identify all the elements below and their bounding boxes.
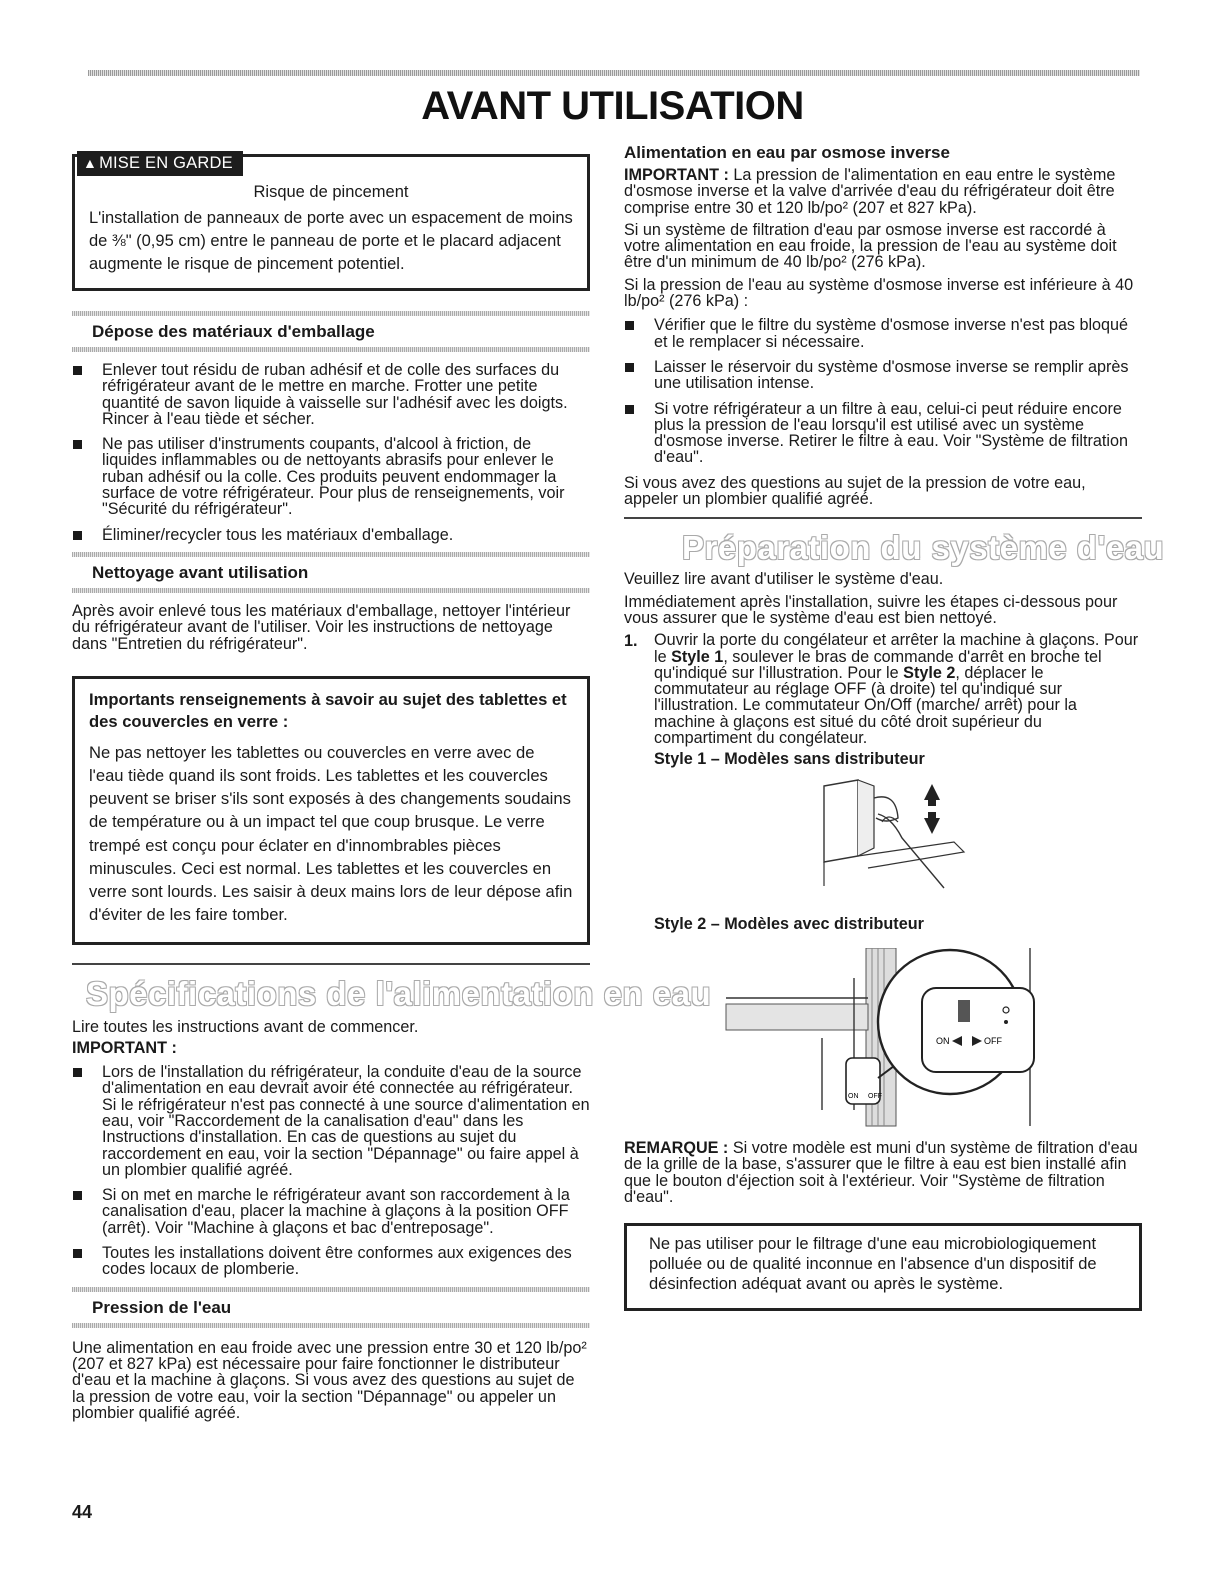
specs-heading: Spécifications de l'alimentation en eau xyxy=(86,975,712,1013)
list-item xyxy=(72,1187,590,1236)
section-rule xyxy=(72,963,590,965)
list-item xyxy=(72,527,590,543)
bullet-square-icon xyxy=(73,1068,82,1077)
specs-list xyxy=(72,1064,590,1278)
warning-text: L'installation de panneaux de porte avec un espacement de moins de ⅜" (0,95 cm) entre le panneau de porte et le placard adjacent augmente le risque de pincement potentiel. xyxy=(89,209,573,273)
style2-illustration xyxy=(646,948,1066,1128)
specs-intro: Lire toutes les instructions avant de commencer. xyxy=(72,1018,419,1037)
list-item xyxy=(72,436,590,517)
list-item-text: Éliminer/recycler tous les matériaux d'emballage. xyxy=(102,525,454,544)
list-item-text: Laisser le réservoir du système d'osmose inverse se remplir après une utilisation intense. xyxy=(654,357,1129,393)
arrow-stem xyxy=(928,812,936,818)
warning-triangle-icon: ▲ xyxy=(83,155,98,171)
remarque-label: REMARQUE : xyxy=(624,1138,729,1157)
step-text-part: , soulever le bras de commande d'arrêt en broche tel qu'indiqué sur l'illustration. Pour le xyxy=(654,647,1102,682)
ice-switch-detail xyxy=(922,988,1034,1072)
step-text-part: , déplacer le commutateur au réglage OFF (à droite) tel qu'indiqué sur l'illustration. Le commutateur On/Off (marche/ arrêt) pour la machine à glaçons est situé du côté droit supérieur du compartiment du congélateur. xyxy=(654,663,1077,748)
osmose-paragraph: Si la pression de l'eau au système d'osmose inverse est inférieure à 40 lb/po² (276 kPa) : xyxy=(624,275,1134,311)
switch-off-label-small: OFF xyxy=(868,1092,882,1100)
style1-illustration xyxy=(814,778,974,898)
step-item xyxy=(624,632,1142,1128)
warning-subtitle: Risque de pincement xyxy=(253,183,409,201)
switch-on-label: ON xyxy=(936,1035,950,1046)
bullet-square-icon xyxy=(73,366,82,375)
up-arrow-icon xyxy=(924,784,940,800)
page-number: 44 xyxy=(72,1502,93,1522)
list-item-text: Si on met en marche le réfrigérateur avant son raccordement à la canalisation d'eau, placer la machine à glaçons à la position OFF (arrêt). Voir "Machine à glaçons et bac d'entreposage". xyxy=(102,1186,570,1237)
step-text xyxy=(654,632,1142,746)
depose-heading: Dépose des matériaux d'emballage xyxy=(92,322,375,341)
osmose-important xyxy=(624,167,1142,216)
bullet-square-icon xyxy=(73,440,82,449)
page-title: AVANT UTILISATION xyxy=(421,84,804,128)
bullet-square-icon xyxy=(73,1191,82,1200)
osmose-list xyxy=(624,317,1142,465)
list-item-text: Enlever tout résidu de ruban adhésif et de colle des surfaces du réfrigérateur avant de le mettre en marche. Frotter une petite quantité de savon liquide à vaisselle sur l'adhésif avec les doigts. Rincer à l'eau tiède et sécher. xyxy=(102,361,568,428)
warning-box xyxy=(72,154,590,291)
indicator-dot xyxy=(1004,1020,1008,1024)
switch-off-label: OFF xyxy=(984,1035,1002,1046)
osmose-paragraph: Si vous avez des questions au sujet de la pression de votre eau, appeler un plombier qualifié agréé. xyxy=(624,473,1086,509)
osmose-important-label: IMPORTANT : xyxy=(624,166,729,184)
depose-list xyxy=(72,362,590,543)
style1-emphasis: Style 1 xyxy=(671,647,724,666)
preparation-steps xyxy=(624,632,1142,1128)
list-item xyxy=(624,401,1142,466)
list-item xyxy=(72,1064,590,1178)
bullet-square-icon xyxy=(73,531,82,540)
nettoyage-heading: Nettoyage avant utilisation xyxy=(92,562,309,582)
list-item-text: Toutes les installations doivent être conformes aux exigences des codes locaux de plomberie. xyxy=(102,1244,572,1279)
pression-heading: Pression de l'eau xyxy=(92,1297,232,1317)
ice-maker-side xyxy=(858,780,874,856)
disinfection-note-text: Ne pas utiliser pour le filtrage d'une eau microbiologiquement polluée ou de qualité inconnue en l'absence d'un dispositif de désinfection adéquat avant ou après le système. xyxy=(649,1235,1097,1294)
list-item xyxy=(72,1245,590,1278)
preparation-heading: Préparation du système d'eau xyxy=(682,529,1165,567)
step-number: 1. xyxy=(624,632,638,651)
bullet-square-icon xyxy=(73,1249,82,1258)
bullet-square-icon xyxy=(625,363,634,372)
remarque-body: Si votre modèle est muni d'un système de filtration d'eau de la grille de la base, s'assurer que le filtre à eau est bien installé afin que le bouton d'éjection soit à l'extérieur. Voir "Système de filtration d'eau". xyxy=(624,1138,1138,1206)
warning-tag-label: MISE EN GARDE xyxy=(99,154,233,172)
arrow-stem xyxy=(928,800,936,806)
preparation-paragraph: Immédiatement après l'installation, suivre les étapes ci-dessous pour vous assurer que le système d'eau est bien nettoyé. xyxy=(624,592,1118,627)
top-decorative-bar xyxy=(88,70,1140,76)
section-rule xyxy=(624,517,1142,519)
osmose-heading: Alimentation en eau par osmose inverse xyxy=(624,143,950,162)
bullet-square-icon xyxy=(625,321,634,330)
down-arrow-icon xyxy=(924,818,940,834)
glass-info-title: Importants renseignements à savoir au sujet des tablettes et des couvercles en verre : xyxy=(89,689,567,731)
switch-toggle-icon xyxy=(958,1000,970,1022)
specs-important-label: IMPORTANT : xyxy=(72,1038,177,1057)
warning-tag xyxy=(77,151,243,176)
bullet-square-icon xyxy=(625,405,634,414)
section-divider xyxy=(72,1323,590,1328)
section-divider xyxy=(72,588,590,593)
preparation-paragraph: Veuillez lire avant d'utiliser le système d'eau. xyxy=(624,570,944,589)
remarque-text xyxy=(624,1140,1142,1205)
list-item xyxy=(624,317,1142,350)
style2-emphasis: Style 2 xyxy=(903,663,956,682)
style2-caption: Style 2 – Modèles avec distributeur xyxy=(654,914,924,933)
list-item-text: Ne pas utiliser d'instruments coupants, d'alcool à friction, de liquides inflammables ou de nettoyants abrasifs pour enlever le ruban adhésif ou la colle. Ces produits peuvent endommager la surface de votre réfrigérateur. Pour plus de renseignements, voir "Sécurité du réfrigérateur". xyxy=(102,435,565,519)
list-item xyxy=(624,359,1142,392)
glass-info-text: Ne pas nettoyer les tablettes ou couvercles en verre avec de l'eau tiède quand ils sont froids. Les tablettes et les couvercles peuvent se briser s'ils sont exposés à des changements soudains de température ou à un impact tel que coup brusque. Le verre trempé est conçu pour éclater en d'innombrables pièces minuscules. Ceci est normal. Les tablettes et les couvercles en verre sont lourds. Les saisir à deux mains lors de leur dépose afin d'éviter de les faire tomber. xyxy=(89,742,573,925)
step-text-part: Ouvrir la porte du congélateur et arrêter la machine à glaçons. Pour le xyxy=(654,631,1139,666)
ice-maker-body xyxy=(824,780,858,862)
disinfection-note-box xyxy=(624,1223,1142,1311)
list-item-text: Vérifier que le filtre du système d'osmose inverse n'est pas bloqué et le remplacer si nécessaire. xyxy=(654,316,1129,351)
style1-caption: Style 1 – Modèles sans distributeur xyxy=(654,750,925,769)
osmose-important-text: La pression de l'alimentation en eau entre le système d'osmose inverse et la valve d'arrivée d'eau du réfrigérateur doit être comprise entre 30 et 120 lb/po² (207 et 827 kPa). xyxy=(624,166,1116,217)
pression-text: Une alimentation en eau froide avec une pression entre 30 et 120 lb/po² (207 et 827 kPa) est nécessaire pour faire fonctionner le distributeur d'eau et la machine à glaçons. Si vous avez des questions au sujet de la pression de votre eau, voir la section "Dépannage" ou appeler un plombier qualifié agréé. xyxy=(72,1338,587,1422)
list-item xyxy=(72,362,590,427)
switch-on-label-small: ON xyxy=(848,1092,859,1100)
osmose-paragraph: Si un système de filtration d'eau par osmose inverse est raccordé à votre alimentation en eau froide, la pression de l'eau au système doit être d'un minimum de 40 lb/po² (276 kPa). xyxy=(624,220,1117,272)
section-divider xyxy=(72,347,590,352)
list-item-text: Lors de l'installation du réfrigérateur, la conduite d'eau de la source d'alimentation en eau devrait avoir été connectée au réfrigérateur. Si le réfrigérateur n'est pas connecté à une source d'alimentation en eau, voir "Raccordement de la canalisation d'eau" dans les Instructions d'installation. En cas de questions au sujet du raccordement en eau, voir la section "Dépannage" ou faire appel à un plombier qualifié agréé. xyxy=(102,1063,590,1179)
list-item-text: Si votre réfrigérateur a un filtre à eau, celui-ci peut réduire encore plus la pression de l'eau lorsqu'il est utilisé avec un système d'osmose inverse. Retirer le filtre à eau. Voir "Système de filtration d'eau". xyxy=(654,399,1128,467)
right-column xyxy=(624,143,1165,1311)
nettoyage-text: Après avoir enlevé tous les matériaux d'emballage, nettoyer l'intérieur du réfrigérateur avant de l'utiliser. Voir les instructions de nettoyage dans "Entretien du réfrigérateur". xyxy=(72,601,571,653)
glass-info-box xyxy=(72,676,590,946)
shelf xyxy=(726,1004,868,1030)
